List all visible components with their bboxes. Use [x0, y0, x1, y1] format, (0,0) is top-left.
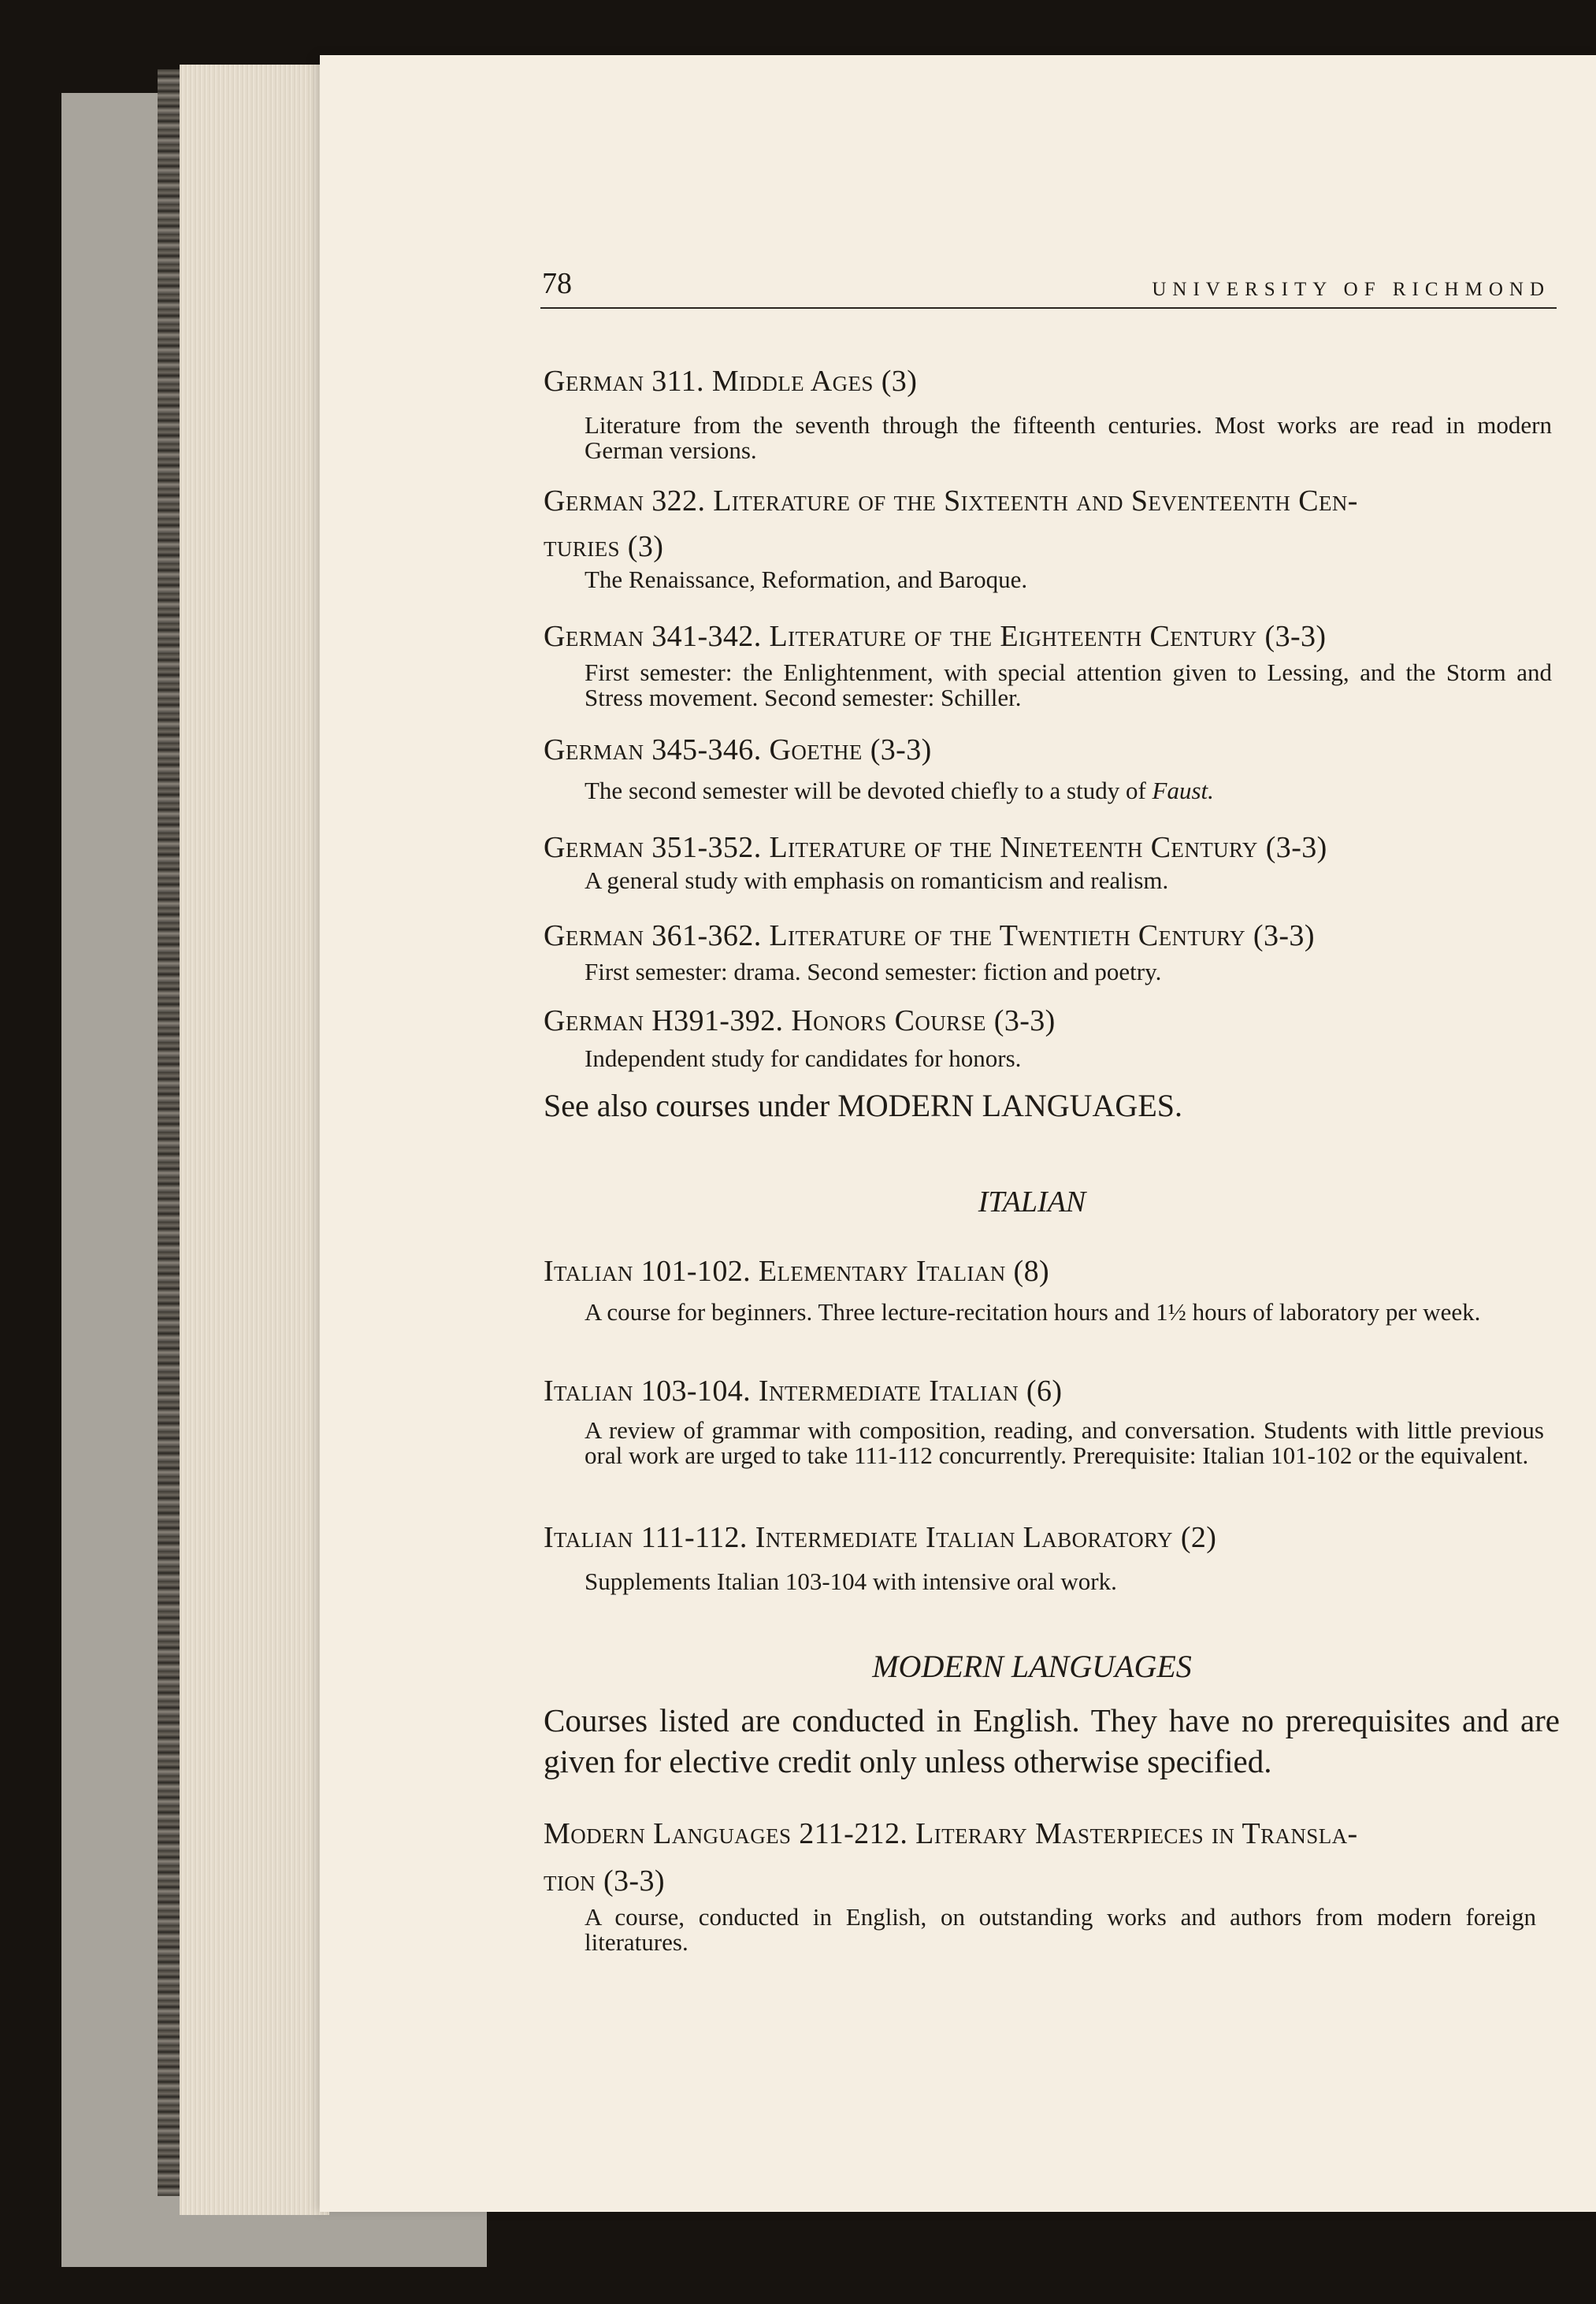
course-heading: German 341-342. Literature of the Eighteenth Century (3-3) — [544, 620, 1327, 653]
course-heading: German 311. Middle Ages (3) — [544, 365, 918, 398]
course-description: First semester: the Enlightenment, with special attention given to Lessing, and the Storm and Stress movement. Second semester: Schiller. — [585, 659, 1552, 711]
course-description: Literature from the seventh through the fifteenth centuries. Most works are read in modern German versions. — [585, 411, 1552, 464]
course-heading: German 351-352. Literature of the Nineteenth Century (3-3) — [544, 831, 1327, 864]
course-heading: German 345-346. Goethe (3-3) — [544, 733, 932, 766]
course-heading: German 322. Literature of the Sixteenth and Seventeenth Cen- — [544, 484, 1358, 518]
section-title-modern-languages: MODERN LANGUAGES — [872, 1649, 1192, 1684]
description-text: The second semester will be devoted chiefly to a study of — [585, 777, 1152, 804]
course-heading: Italian 111-112. Intermediate Italian Laboratory (2) — [544, 1521, 1217, 1554]
course-heading-continued: tion (3-3) — [544, 1864, 665, 1898]
header-rule — [540, 307, 1557, 309]
course-description — [585, 778, 1553, 803]
page-edges — [180, 65, 329, 2215]
running-title: UNIVERSITY OF RICHMOND — [1152, 279, 1550, 300]
book-title-faust: Faust. — [1152, 777, 1214, 804]
course-description: A general study with emphasis on romanticism and realism. — [585, 866, 1169, 894]
course-description: First semester: drama. Second semester: fiction and poetry. — [585, 958, 1162, 985]
course-description: Independent study for candidates for honors. — [585, 1044, 1022, 1072]
course-heading: Italian 101-102. Elementary Italian (8) — [544, 1255, 1050, 1288]
page-number: 78 — [542, 267, 572, 300]
section-intro: Courses listed are conducted in English. They have no prerequisites and are given for elective credit only unless otherwise specified. — [544, 1702, 1560, 1779]
course-heading: Modern Languages 211-212. Literary Masterpieces in Transla- — [544, 1817, 1358, 1850]
section-title-italian: ITALIAN — [978, 1185, 1086, 1219]
course-description: Supplements Italian 103-104 with intensive oral work. — [585, 1568, 1117, 1595]
course-heading: Italian 103-104. Intermediate Italian (6) — [544, 1375, 1063, 1408]
course-heading: German H391-392. Honors Course (3-3) — [544, 1004, 1056, 1037]
course-description: The Renaissance, Reformation, and Baroque. — [585, 566, 1028, 593]
course-description: A review of grammar with composition, reading, and conversation. Students with little previous oral work are urged to take 111-112 concurrently. Prerequisite: Italian 101-102 or the equivalent. — [585, 1416, 1544, 1469]
course-heading: German 361-362. Literature of the Twentieth Century (3-3) — [544, 919, 1315, 952]
course-description: A course for beginners. Three lecture-recitation hours and 1½ hours of laboratory per week. — [585, 1298, 1481, 1326]
see-also-note: See also courses under MODERN LANGUAGES. — [544, 1088, 1182, 1123]
book-spine — [158, 69, 181, 2196]
course-description: A course, conducted in English, on outstanding works and authors from modern foreign literatures. — [585, 1903, 1536, 1956]
running-head — [542, 266, 1557, 309]
course-heading-continued: turies (3) — [544, 530, 664, 563]
